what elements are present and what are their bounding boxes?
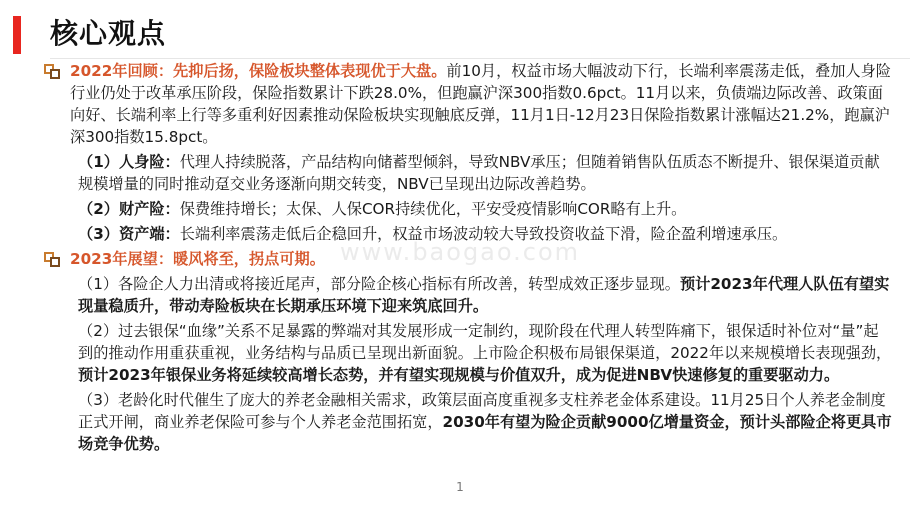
outlook-agent-item <box>44 273 892 317</box>
square-bullet-icon <box>44 64 62 79</box>
outlook-bancassurance-text: （2）过去银保“血缘”关系不足暴露的弊端对其发展形成一定制约，现阶段在代理人转型阵痛下，银保适时补位对“量”起到的推动作用重获重视，业务结构与品质已呈现出新面貌。上市险企积极布局银保渠道，2022年以来规模增长表现强劲， <box>78 322 892 362</box>
asset-side-label: （3）资产端： <box>78 225 180 243</box>
life-insurance-item <box>44 151 892 195</box>
title-accent-bar <box>13 16 21 54</box>
life-insurance-text: 代理人持续脱落，产品结构向储蓄型倾斜，导致NBV承压；但随着销售队伍质态不断提升、银保渠道贡献规模增量的同时推动趸交业务逐渐向期交转变，NBV已呈现出边际改善趋势。 <box>78 153 880 193</box>
asset-side-item <box>44 223 892 245</box>
outlook-bancassurance-item <box>44 320 892 386</box>
section-2022-review <box>44 60 892 148</box>
outlook-agent-bold: 预计2023年代理人队伍有望实现量稳质升，带动寿险板块在长期承压环境下迎来筑底回升。 <box>78 275 890 315</box>
section-2022-paragraph <box>70 60 892 148</box>
outlook-pension-bold: 2030年有望为险企贡献9000亿增量资金，预计头部险企将更具市场竞争优势。 <box>78 413 892 453</box>
outlook-agent-text: （1）各险企人力出清或将接近尾声，部分险企核心指标有所改善，转型成效正逐步显现。 <box>78 275 680 293</box>
outlook-bancassurance-bold: 预计2023年银保业务将延续较高增长态势，并有望实现规模与价值双升，成为促进NBV快速修复的重要驱动力。 <box>78 366 840 384</box>
watermark-text: www.baogao.com <box>340 238 581 266</box>
section-2023-outlook <box>44 248 892 270</box>
section-2023-heading: 2023年展望：暖风将至，拐点可期。 <box>70 250 325 268</box>
asset-side-text: 长端利率震荡走低后企稳回升，权益市场波动较大导致投资收益下滑，险企盈利增速承压。 <box>179 225 788 243</box>
property-insurance-item <box>44 198 892 220</box>
section-2022-text: 前10月，权益市场大幅波动下行，长端利率震荡走低，叠加人身险行业仍处于改革承压阶段，保险指数累计下跌28.0%，但跑赢沪深300指数0.6pct。11月以来，负债端边际改善、政策面向好、长端利率上行等多重利好因素推动保险板块实现触底反弹，11月1日-12月23日保险指数累计涨幅达21.2%，跑赢沪深300指数15.8pct。 <box>70 62 891 146</box>
square-bullet-icon <box>44 252 62 267</box>
outlook-pension-item <box>44 389 892 455</box>
content-body <box>44 60 892 455</box>
section-2023-paragraph <box>70 248 892 270</box>
title-divider <box>50 58 910 59</box>
page-title: 核心观点 <box>50 17 167 50</box>
section-2022-heading: 2022年回顾：先抑后扬，保险板块整体表现优于大盘。 <box>70 62 447 80</box>
property-insurance-text: 保费维持增长；太保、人保COR持续优化，平安受疫情影响COR略有上升。 <box>179 200 687 218</box>
outlook-pension-text: （3）老龄化时代催生了庞大的养老金融相关需求，政策层面高度重视多支柱养老金体系建设。11月25日个人养老金制度正式开闸，商业养老保险可参与个人养老金范围拓宽， <box>78 391 886 431</box>
property-insurance-label: （2）财产险： <box>78 200 180 218</box>
page-number: 1 <box>456 480 464 494</box>
life-insurance-label: （1）人身险： <box>78 153 180 171</box>
